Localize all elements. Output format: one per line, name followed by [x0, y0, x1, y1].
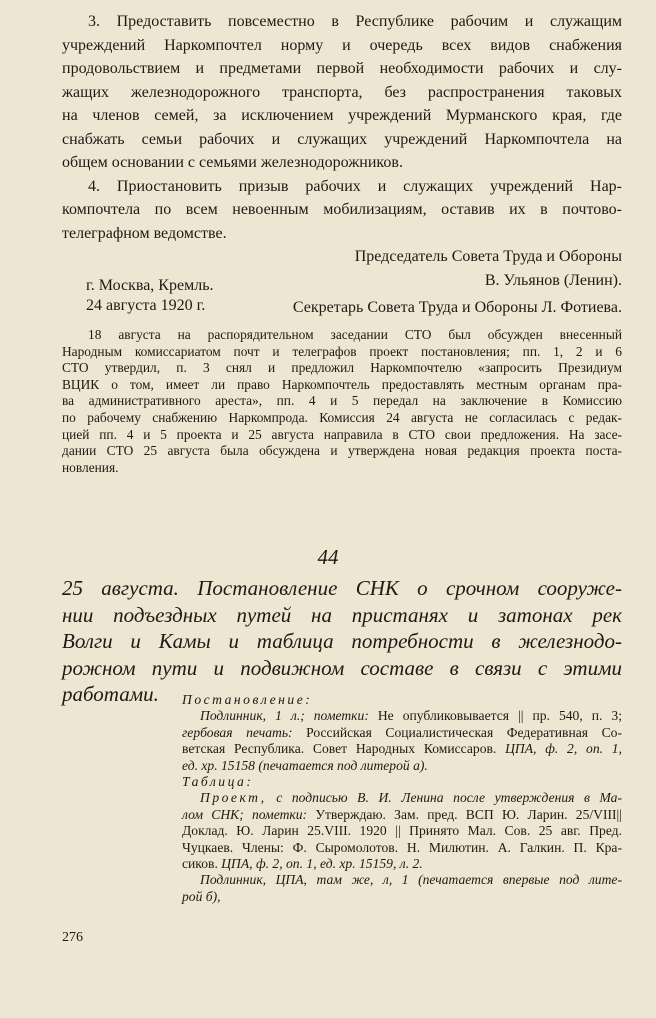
note-line: дании СТО 25 августа была обсуждена и утверждена новая редакция проекта поста-: [62, 443, 622, 459]
meta-line: гербовая печать: Российская Социалистическая Федеративная Со-: [182, 724, 622, 740]
title-line: рожном пути и подвижном составе в связи с этими: [62, 655, 622, 680]
note-line: СТО утвердил, п. 3 снял и предложил Наркомпочтелю «запросить Президиум: [62, 360, 622, 376]
meta-line: Подлинник, 1 л.; пометки: Не опубликовывается || пр. 540, п. 3;: [200, 708, 622, 724]
note-line: цией пп. 4 и 5 проекта и 25 августа направила в СТО свои предложения. На засе-: [62, 426, 622, 442]
p3-line: жащих железнодорожного транспорта, без распространения таковых: [62, 83, 622, 101]
page-number: 276: [62, 930, 83, 945]
title-line: нии подъездных путей на пристанях и затонах рек: [62, 602, 622, 627]
meta-heading-resolution: Постановление:: [182, 692, 313, 707]
meta-heading-table: Таблица:: [182, 774, 254, 790]
meta-line: рой б),: [182, 888, 221, 904]
note-line: новления.: [62, 459, 119, 475]
signature-secretary: Секретарь Совета Труда и Обороны Л. Фотиева.: [292, 299, 622, 316]
title-line: работами.: [62, 682, 159, 706]
footnote: [62, 327, 622, 476]
document-title: [62, 575, 622, 708]
date: 24 августа 1920 г.: [86, 297, 206, 314]
note-line: Народным комиссариатом почт и телеграфов проект постановления; пп. 1, 2 и 6: [62, 343, 622, 359]
note-line: по рабочему снабжению Наркомпрода. Комиссия 24 августа не согласилась с редак-: [62, 409, 622, 425]
meta-line: сиков. ЦПА, ф. 2, оп. 1, ед. хр. 15159, л. 2.: [182, 856, 423, 872]
place-date: [86, 276, 386, 316]
meta-line: лом СНК; пометки: Утверждаю. Зам. пред. ВСП Ю. Ларин. 25/VIII||: [182, 806, 622, 822]
meta-line: Чуцкаев. Члены: Ф. Сыромолотов. Н. Милютин. А. Галкин. П. Кра-: [182, 839, 622, 855]
p4-line: компочтела по всем невоенным мобилизациям, оставив их в почтово-: [62, 201, 622, 218]
note-line: ВЦИК о том, имеет ли право Наркомпочтель предоставлять местным органам пра-: [62, 376, 622, 392]
signature-chair-title: Председатель Совета Труда и Обороны: [354, 248, 622, 265]
meta-line: ветская Республика. Совет Народных Комиссаров. ЦПА, ф. 2, оп. 1,: [182, 741, 622, 757]
note-line: ва административного ареста», пп. 4 и 5 передал на заключение в Комиссию: [62, 393, 622, 409]
p3-line: 3. Предоставить повсеместно в Республике рабочим и служащим: [88, 13, 622, 30]
meta-line: ед. хр. 15158 (печатается под литерой а).: [182, 757, 428, 773]
signature-lenin: В. Ульянов (Ленин).: [484, 271, 622, 289]
p4-line: телеграфном ведомстве.: [62, 224, 227, 242]
meta-line: Доклад. Ю. Ларин 25.VIII. 1920 || Принято Мал. Сов. 25 авг. Пред.: [182, 823, 622, 839]
p3-line: снабжать семьи рабочих и служащих учреждений Наркомпочтела на: [62, 130, 622, 148]
title-line: 25 августа. Постановление СНК о срочном сооруже-: [62, 576, 622, 600]
p3-line: учреждений Наркомпочтел норму и очередь всех видов снабжения: [62, 36, 622, 54]
meta-line: Подлинник, ЦПА, там же, л, 1 (печатается впервые под лите-: [200, 872, 622, 888]
meta-line: Проект, с подписью В. И. Ленина после утверждения в Ма-: [200, 790, 622, 806]
p4-line: 4. Приостановить призыв рабочих и служащих учреждений Нар-: [88, 177, 622, 195]
document-number: 44: [317, 545, 339, 569]
main-text: [62, 10, 622, 320]
title-line: Волги и Камы и таблица потребности в железнодо-: [62, 629, 622, 653]
p3-line: на членов семей, за исключением учреждений Мурманского края, где: [62, 107, 622, 124]
place: г. Москва, Кремль.: [86, 277, 214, 294]
note-line: 18 августа на распорядительном заседании СТО был обсужден внесенный: [88, 327, 622, 342]
p3-line: общем основании с семьями железнодорожников.: [62, 154, 403, 171]
archival-notes: [182, 692, 622, 905]
p3-line: продовольствием и предметами первой необходимости рабочих и слу-: [62, 60, 622, 77]
